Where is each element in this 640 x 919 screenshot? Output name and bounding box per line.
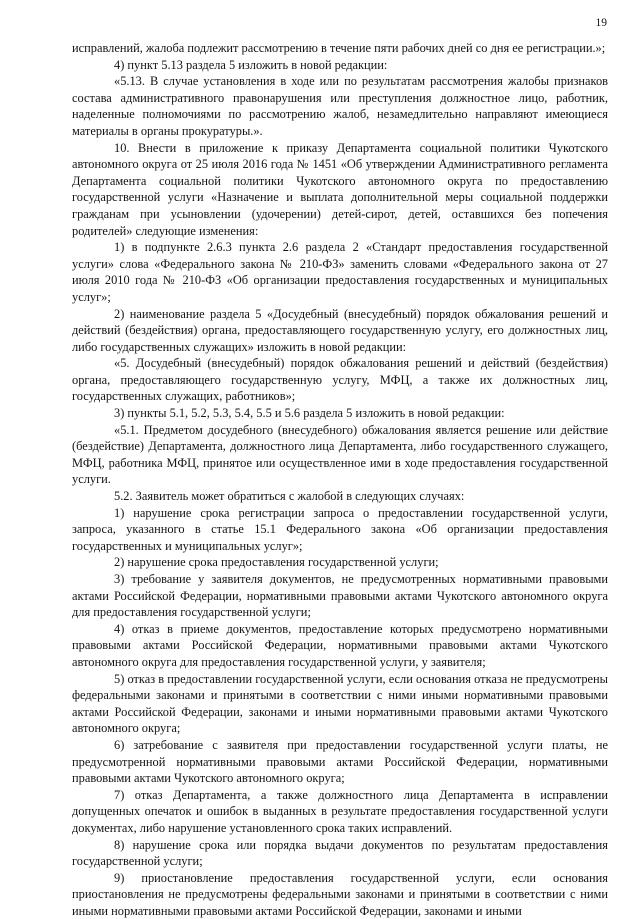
page-number: 19	[595, 17, 607, 29]
paragraph: 7) отказ Департамента, а также должностного лица Департамента в исправлении допущенных опечаток и ошибок в выданных в результате предоставления государственной услуги документах, либо нарушение установленного срока таких исправлений.	[72, 787, 608, 835]
paragraph: «5.13. В случае установления в ходе или по результатам рассмотрения жалобы признаков состава административного правонарушения или преступления должностное лицо, работник, наделенные полномочиями по рассмотрению жалоб, незамедлительно направляют имеющиеся материалы в органы прокуратуры.».	[72, 74, 608, 138]
paragraph: 4) отказ в приеме документов, предоставление которых предусмотрено нормативными правовыми актами Российской Федерации, нормативными правовыми актами Чукотского автономного округа для предоставления государственной услуги, у заявителя;	[72, 621, 608, 669]
paragraph: 1) нарушение срока регистрации запроса о предоставлении государственной услуги, запроса, указанного в статье 15.1 Федерального закона «Об организации предоставления государственных и муниципальных услуг»;	[72, 505, 608, 553]
paragraph: 8) нарушение срока или порядка выдачи документов по результатам предоставления государственной услуги;	[72, 837, 608, 869]
paragraph: 6) затребование с заявителя при предоставлении государственной услуги платы, не предусмотренной нормативными правовыми актами Российской Федерации, нормативными правовыми актами Чукотского автономного округа;	[72, 737, 608, 786]
paragraph: 5.2. Заявитель может обратиться с жалобой в следующих случаях:	[114, 489, 465, 504]
paragraph: «5.1. Предметом досудебного (внесудебного) обжалования является решение или действие (бездействие) Департамента, должностного лица Департамента, либо государственного служащего, МФЦ, работника МФЦ, принятое или осуществленное ими в ходе предоставления государственной услуги.	[72, 422, 608, 487]
paragraph: 1) в подпункте 2.6.3 пункта 2.6 раздела 2 «Стандарт предоставления государственной услуги» слова «Федерального закона № 210-ФЗ» заменить словами «Федерального закона от 27 июля 2010 года № 210-ФЗ «Об организации предоставления государственных и муниципальных услуг»;	[72, 240, 608, 304]
paragraph: 9) приостановление предоставления государственной услуги, если основания приостановления не предусмотрены федеральными законами и принятыми в соответствии с ними иными нормативными правовыми актами Российской Федерации, законами и иными	[72, 870, 608, 918]
paragraph: исправлений, жалоба подлежит рассмотрению в течение пяти рабочих дней со дня ее регистрации.»;	[72, 41, 606, 55]
paragraph: 2) наименование раздела 5 «Досудебный (внесудебный) порядок обжалования решений и действий (бездействия) органа, предоставляющего государственную услугу, его должностных лиц, либо государственных служащих» изложить в новой редакции:	[72, 306, 608, 354]
paragraph: 4) пункт 5.13 раздела 5 изложить в новой редакции:	[114, 57, 388, 72]
paragraph: «5. Досудебный (внесудебный) порядок обжалования решений и действий (бездействия) органа, предоставляющего государственную услугу, МФЦ, а также их должностных лиц, государственных служащих, работников»;	[72, 356, 608, 404]
document-body	[72, 40, 608, 919]
paragraph: 3) требование у заявителя документов, не предусмотренных нормативными правовыми актами Российской Федерации, нормативными правовыми актами Чукотского автономного округа для предоставления государственной услуги;	[72, 572, 608, 620]
paragraph: 3) пункты 5.1, 5.2, 5.3, 5.4, 5.5 и 5.6 раздела 5 изложить в новой редакции:	[114, 406, 505, 421]
paragraph: 10. Внести в приложение к приказу Департамента социальной политики Чукотского автономного округа от 25 июля 2016 года № 1451 «Об утверждении Административного регламента Департамента социальной политики Чукотского автономного округа по предоставлению государственной услуги «Назначение и выплата дополнительной меры социальной поддержки гражданам при усыновлении (удочерении) детей-сирот, детей, оставшихся без попечения родителей» следующие изменения:	[72, 140, 608, 238]
paragraph: 5) отказ в предоставлении государственной услуги, если основания отказа не предусмотрены федеральными законами и принятыми в соответствии с ними иными нормативными правовыми актами Российской Федерации, законами и иными нормативными правовыми актами Чукотского автономного округа;	[72, 671, 608, 736]
paragraph: 2) нарушение срока предоставления государственной услуги;	[114, 555, 439, 570]
